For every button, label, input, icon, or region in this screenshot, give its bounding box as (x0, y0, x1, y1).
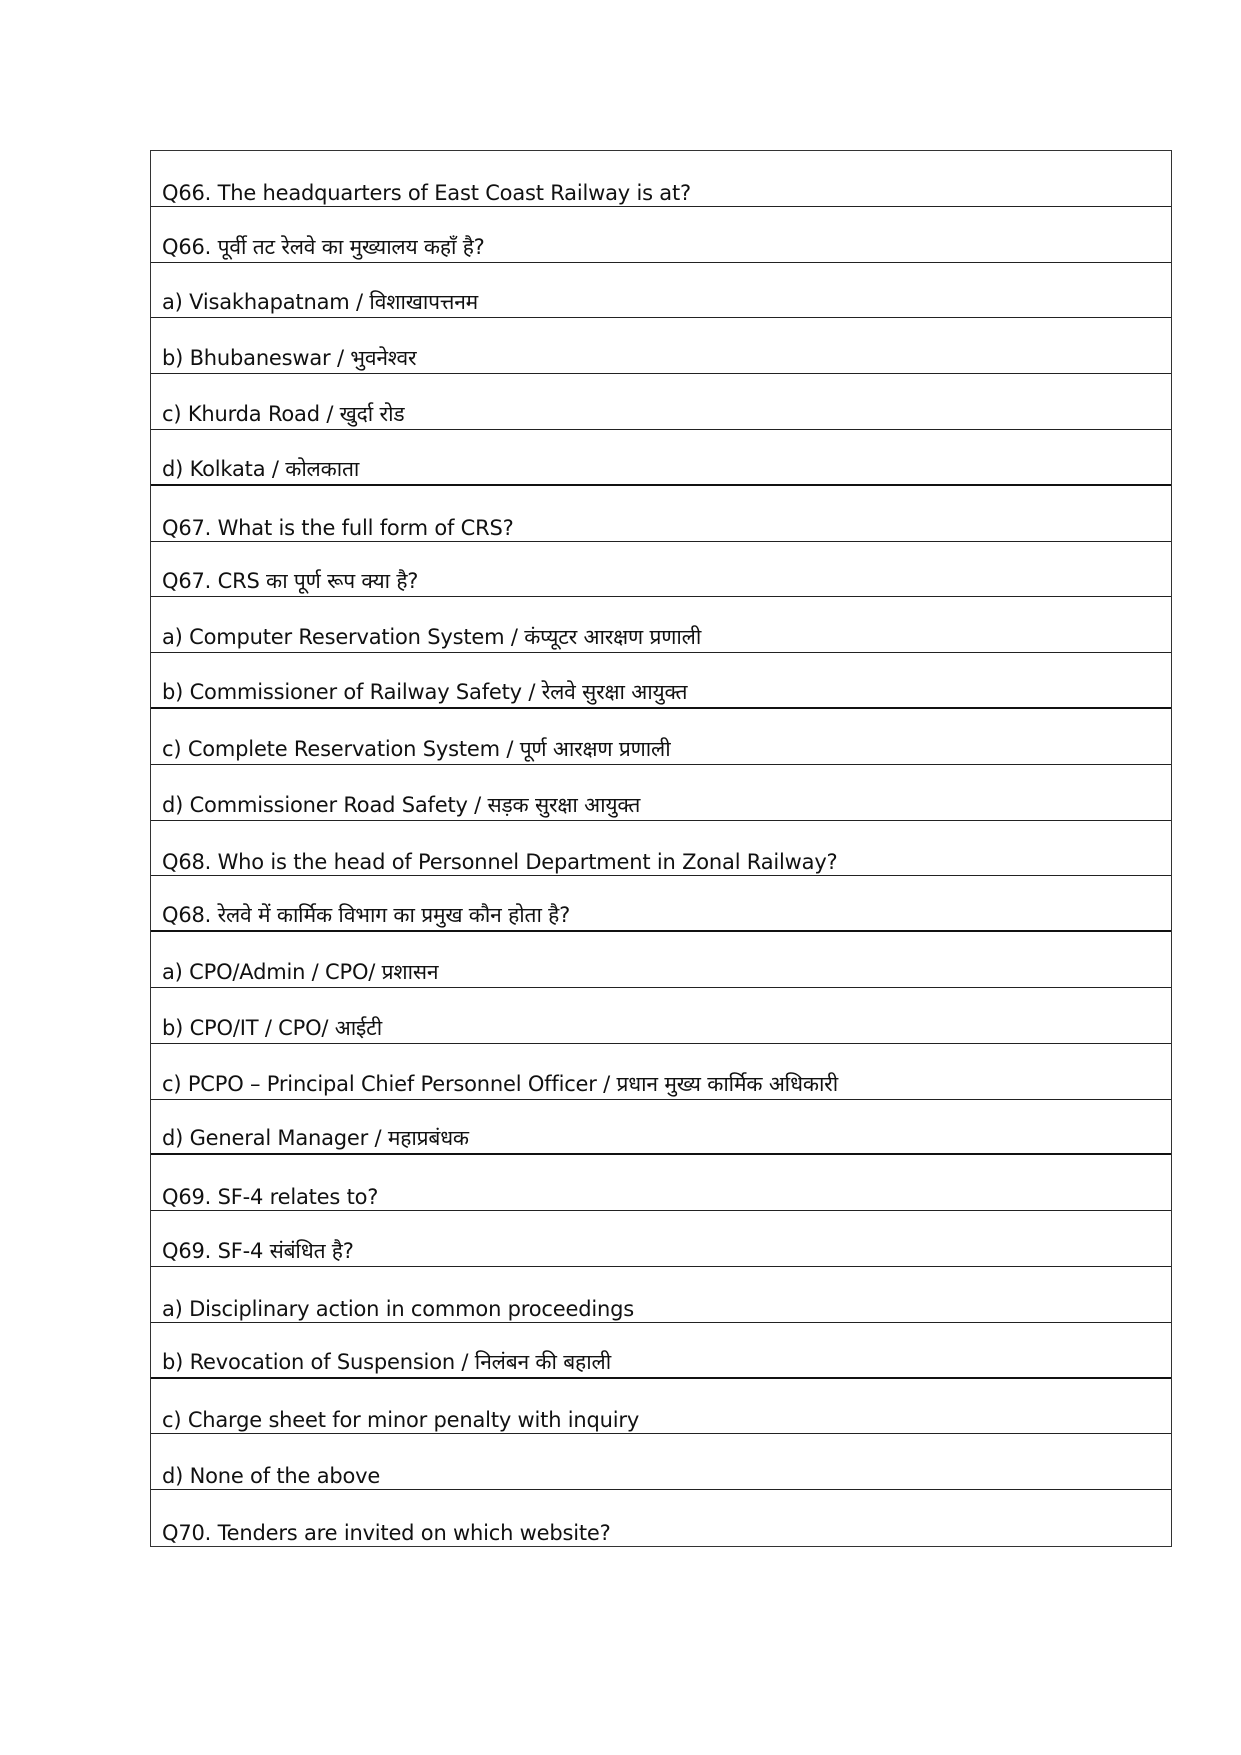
option-a: a) Disciplinary action in common proceedings (162, 1296, 634, 1321)
option-c: c) Charge sheet for minor penalty with inquiry (162, 1408, 640, 1433)
table-row (151, 1323, 1171, 1379)
table-row (151, 1434, 1171, 1490)
table-row (151, 597, 1171, 653)
table-row (151, 988, 1171, 1044)
option-b: b) Revocation of Suspension / निलंबन की बहाली (162, 1349, 611, 1374)
table-row (151, 765, 1171, 821)
question-text: Q66. The headquarters of East Coast Railway is at? (162, 180, 691, 205)
table-row (151, 1100, 1171, 1156)
table-row (151, 486, 1171, 542)
table-row (151, 876, 1171, 932)
option-a: a) Computer Reservation System / कंप्यूटर आरक्षण प्रणाली (162, 625, 702, 650)
question-text-hindi: Q69. SF-4 संबंधित है? (162, 1238, 354, 1263)
option-a: a) CPO/Admin / CPO/ प्रशासन (162, 959, 439, 984)
question-text-hindi: Q67. CRS का पूर्ण रूप क्या है? (162, 569, 419, 594)
table-row (151, 1155, 1171, 1211)
table-row (151, 821, 1171, 877)
table-row (151, 1211, 1171, 1267)
option-d: d) Commissioner Road Safety / सड़क सुरक्षा आयुक्त (162, 792, 641, 817)
option-d: d) General Manager / महाप्रबंधक (162, 1126, 469, 1151)
option-c: c) PCPO – Principal Chief Personnel Officer / प्रधान मुख्य कार्मिक अधिकारी (162, 1071, 839, 1096)
option-b: b) Bhubaneswar / भुवनेश्वर (162, 346, 417, 371)
option-b: b) Commissioner of Railway Safety / रेलवे सुरक्षा आयुक्त (162, 679, 688, 704)
table-row (151, 318, 1171, 374)
question-text: Q69. SF-4 relates to? (162, 1185, 379, 1210)
table-row (151, 263, 1171, 319)
table-row (151, 709, 1171, 765)
table-row (151, 542, 1171, 598)
table-row (151, 1044, 1171, 1100)
question-text: Q68. Who is the head of Personnel Department in Zonal Railway? (162, 850, 838, 875)
option-c: c) Complete Reservation System / पूर्ण आरक्षण प्रणाली (162, 736, 671, 761)
option-d: d) Kolkata / कोलकाता (162, 456, 360, 481)
table-row (151, 151, 1171, 207)
table-row (151, 1267, 1171, 1323)
table-row (151, 932, 1171, 988)
table-row (151, 207, 1171, 263)
question-text-hindi: Q68. रेलवे में कार्मिक विभाग का प्रमुख कौन होता है? (162, 903, 571, 928)
table-row (151, 653, 1171, 709)
question-text-hindi: Q66. पूर्वी तट रेलवे का मुख्यालय कहाँ है? (162, 234, 485, 259)
table-row (151, 430, 1171, 486)
table-row (151, 374, 1171, 430)
question-table (150, 150, 1172, 1547)
option-c: c) Khurda Road / खुर्दा रोड (162, 401, 405, 426)
table-row (151, 1379, 1171, 1435)
table-row (151, 1490, 1171, 1546)
option-b: b) CPO/IT / CPO/ आईटी (162, 1015, 382, 1040)
question-text: Q70. Tenders are invited on which website? (162, 1520, 611, 1545)
option-a: a) Visakhapatnam / विशाखापत्तनम (162, 290, 479, 315)
question-text: Q67. What is the full form of CRS? (162, 515, 514, 540)
option-d: d) None of the above (162, 1464, 381, 1489)
